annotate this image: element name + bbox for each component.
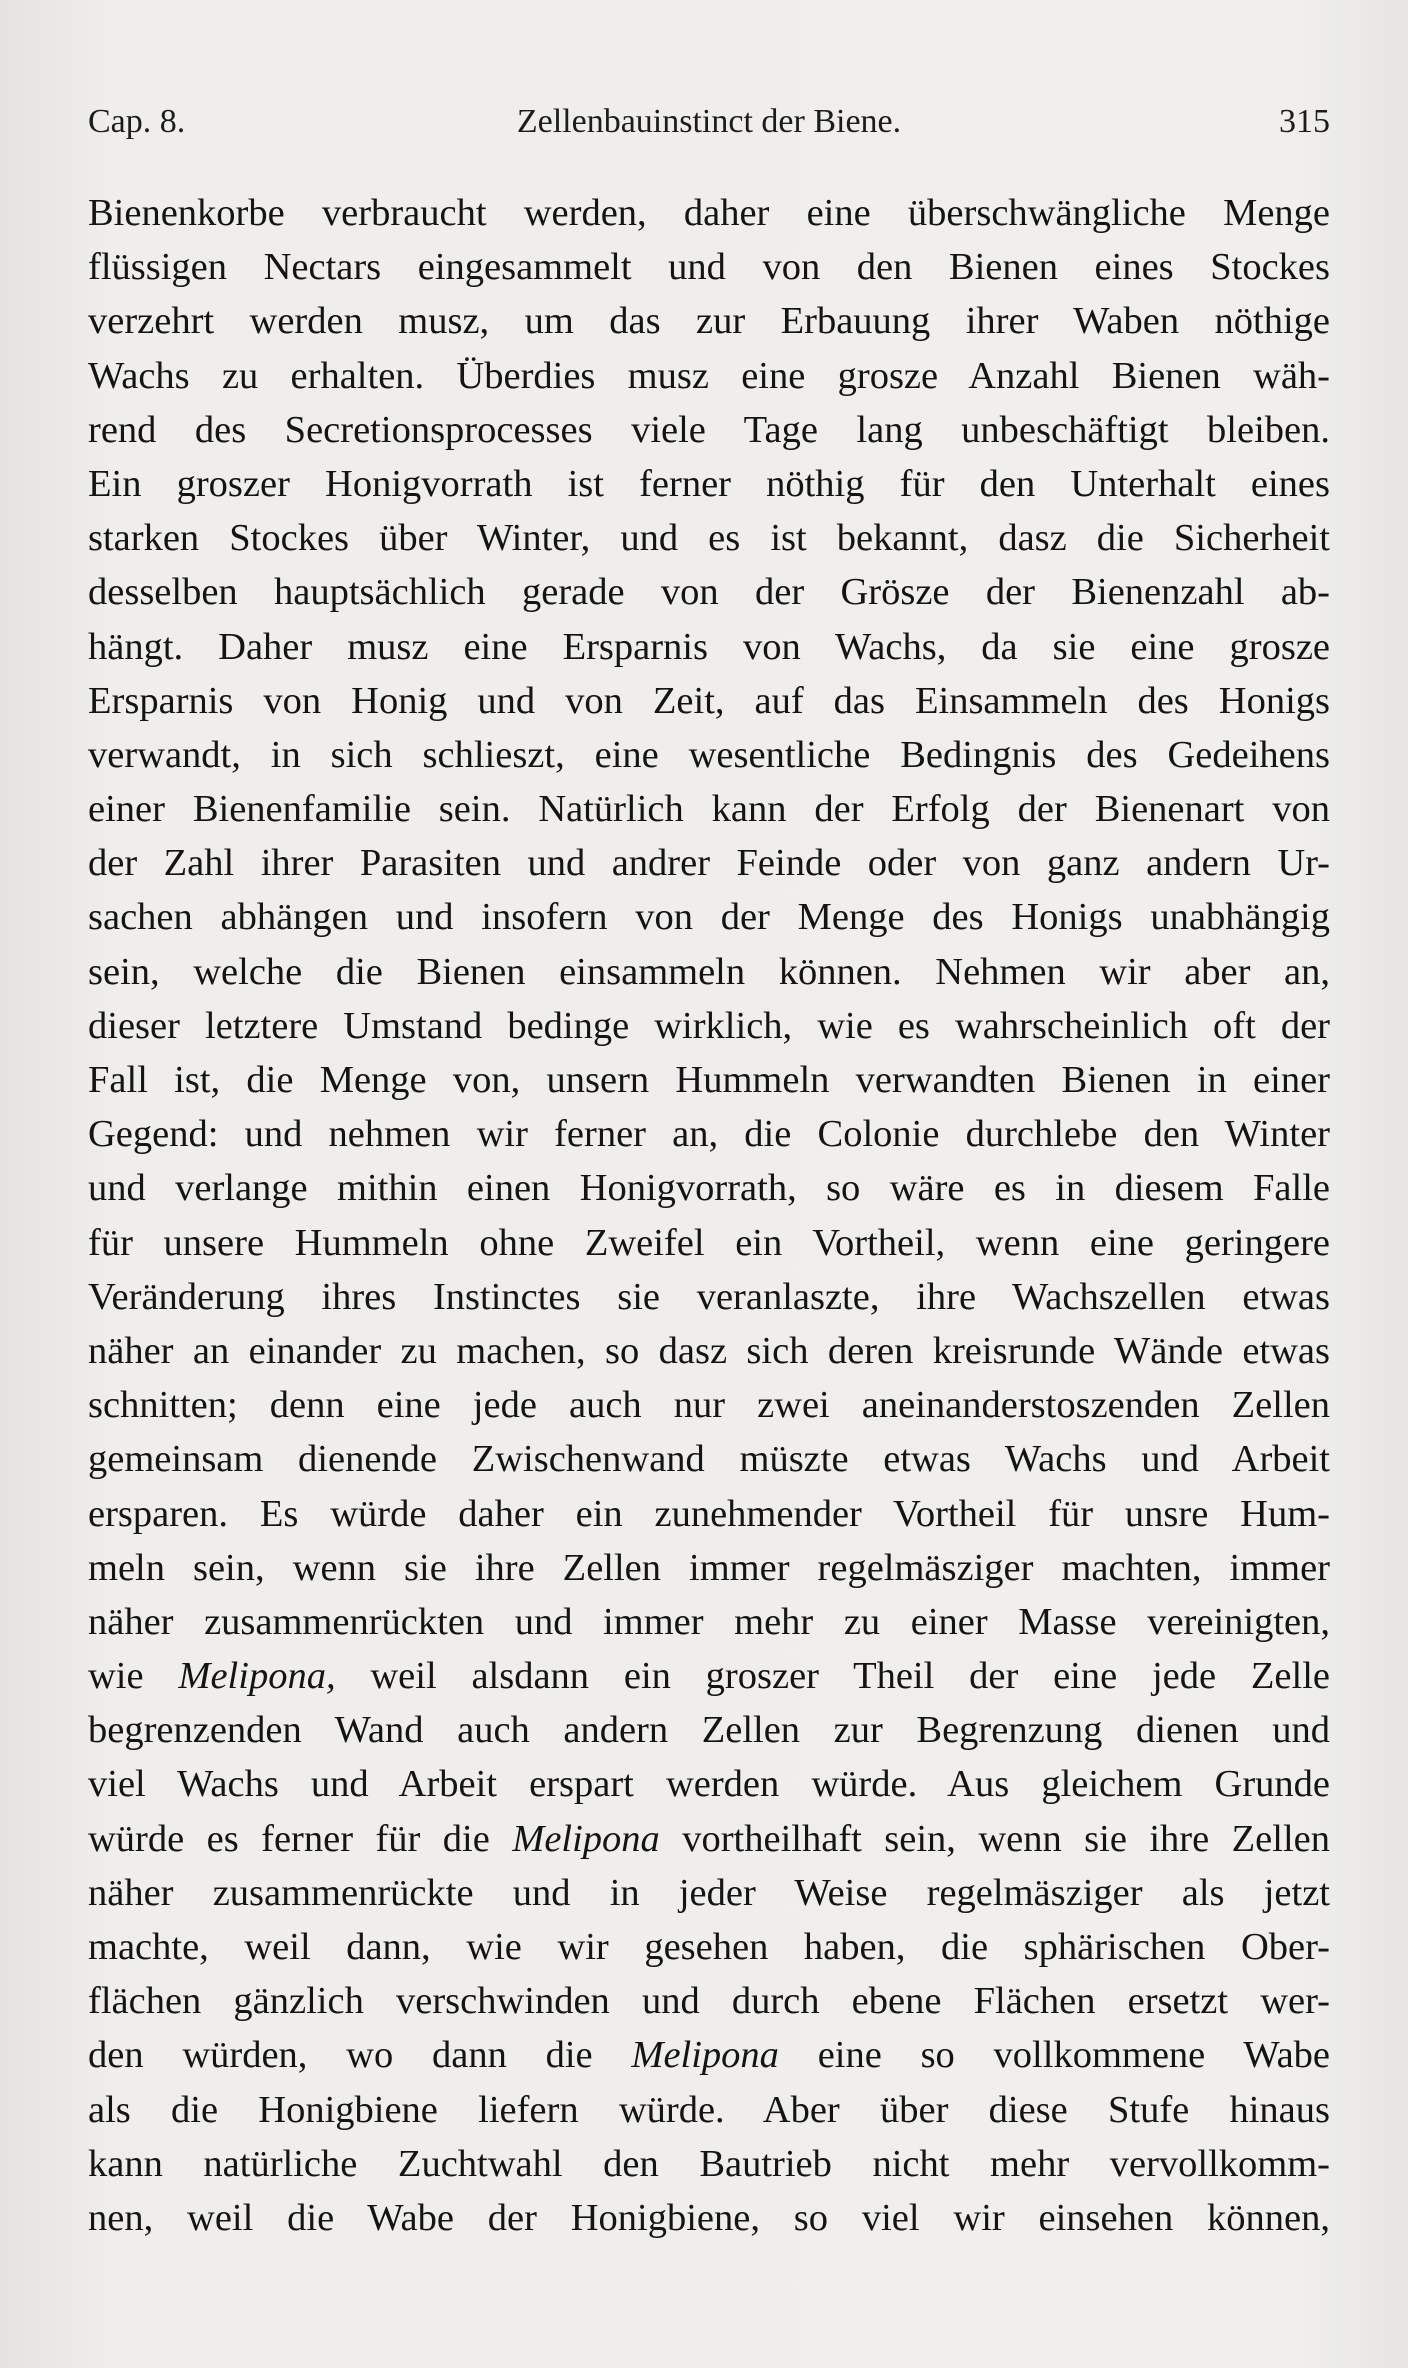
text-line <box>88 1161 1330 1215</box>
text-segment: hängt. Daher musz eine Ersparnis von Wachs, da sie eine grosze <box>88 625 1330 668</box>
text-segment: Ersparnis von Honig und von Zeit, auf das Einsammeln des Honigs <box>88 679 1330 722</box>
text-segment: der Zahl ihrer Parasiten und andrer Feinde oder von ganz andern Ur- <box>88 842 1330 885</box>
text-segment: flüssigen Nectars eingesammelt und von den Bienen eines Stockes <box>88 246 1330 289</box>
text-segment: verzehrt werden musz, um das zur Erbauung ihrer Waben nöthige <box>88 300 1330 343</box>
text-line <box>88 674 1330 728</box>
text-segment: Bienenkorbe verbraucht werden, daher eine überschwängliche Menge <box>88 192 1330 234</box>
italic-genus-name: Melipona <box>512 1817 660 1860</box>
text-line <box>88 1541 1330 1595</box>
text-segment: flächen gänzlich verschwinden und durch ebene Flächen ersetzt wer- <box>88 1980 1330 2023</box>
text-segment: Wachs zu erhalten. Überdies musz eine grosze Anzahl Bienen wäh- <box>88 354 1330 397</box>
text-line <box>88 1757 1330 1811</box>
text-segment: Ein groszer Honigvorrath ist ferner nöthig für den Unterhalt eines <box>88 462 1330 505</box>
text-line <box>88 945 1330 999</box>
text-segment: dieser letztere Umstand bedinge wirklich, wie es wahrscheinlich oft der <box>88 1004 1330 1047</box>
text-line <box>88 2137 1330 2191</box>
text-line <box>88 294 1330 348</box>
text-line <box>88 890 1330 944</box>
text-line <box>88 1703 1330 1757</box>
text-line <box>88 186 1330 240</box>
text-segment: näher an einander zu machen, so dasz sich deren kreisrunde Wände etwas <box>88 1329 1330 1372</box>
page-number: 315 <box>1279 103 1330 140</box>
text-line <box>88 1487 1330 1541</box>
text-segment: schnitten; denn eine jede auch nur zwei aneinanderstoszenden Zellen <box>88 1384 1330 1427</box>
body-text <box>88 186 1330 2245</box>
text-segment: Gegend: und nehmen wir ferner an, die Colonie durchlebe den Winter <box>88 1113 1330 1156</box>
text-line <box>88 511 1330 565</box>
text-segment: sein, welche die Bienen einsammeln können. Nehmen wir aber an, <box>88 950 1330 993</box>
text-line <box>88 1216 1330 1270</box>
text-line <box>88 999 1330 1053</box>
text-segment: rend des Secretionsprocesses viele Tage lang unbeschäftigt bleiben. <box>88 408 1330 451</box>
text-line <box>88 1107 1330 1161</box>
text-line <box>88 1053 1330 1107</box>
text-segment: wie <box>88 1655 179 1698</box>
text-line <box>88 1920 1330 1974</box>
text-segment: kann natürliche Zuchtwahl den Bautrieb nicht mehr vervollkomm- <box>88 2142 1330 2185</box>
text-segment: viel Wachs und Arbeit erspart werden würde. Aus gleichem Grunde <box>88 1763 1330 1806</box>
text-segment: näher zusammenrückten und immer mehr zu einer Masse vereinigten, <box>88 1600 1330 1643</box>
text-segment: eine so vollkommene Wabe <box>778 2034 1330 2077</box>
text-line <box>88 728 1330 782</box>
text-segment: verwandt, in sich schlieszt, eine wesentliche Bedingnis des Gedeihens <box>88 733 1330 776</box>
text-segment: weil alsdann ein groszer Theil der eine jede Zelle <box>335 1655 1330 1698</box>
text-segment: würde es ferner für die <box>88 1817 513 1860</box>
text-segment: nen, weil die Wabe der Honigbiene, so viel wir einsehen können, <box>88 2196 1330 2239</box>
text-segment: desselben hauptsächlich gerade von der Grösze der Bienenzahl ab- <box>88 571 1330 614</box>
text-line <box>88 2083 1330 2137</box>
text-segment: meln sein, wenn sie ihre Zellen immer regelmäsziger machten, immer <box>88 1546 1330 1589</box>
text-line <box>88 782 1330 836</box>
text-segment: für unsere Hummeln ohne Zweifel ein Vortheil, wenn eine geringere <box>88 1221 1330 1264</box>
text-segment: sachen abhängen und insofern von der Menge des Honigs unabhängig <box>88 896 1330 939</box>
text-line <box>88 1649 1330 1703</box>
chapter-label: Cap. 8. <box>88 103 186 140</box>
text-segment: machte, weil dann, wie wir gesehen haben, die sphärischen Ober- <box>88 1926 1330 1968</box>
text-segment: gemeinsam dienende Zwischenwand müszte etwas Wachs und Arbeit <box>88 1438 1330 1481</box>
text-line <box>88 349 1330 403</box>
text-line <box>88 1595 1330 1649</box>
text-line <box>88 457 1330 511</box>
text-segment: starken Stockes über Winter, und es ist bekannt, dasz die Sicherheit <box>88 517 1330 560</box>
text-segment: und verlange mithin einen Honigvorrath, so wäre es in diesem Falle <box>88 1167 1330 1210</box>
text-line <box>88 1866 1330 1920</box>
text-line <box>88 1432 1330 1486</box>
text-line <box>88 240 1330 294</box>
text-line <box>88 2191 1330 2245</box>
text-segment: Fall ist, die Menge von, unsern Hummeln verwandten Bienen in einer <box>88 1059 1330 1101</box>
text-segment: begrenzenden Wand auch andern Zellen zur Begrenzung dienen und <box>88 1709 1330 1752</box>
text-line <box>88 2028 1330 2082</box>
italic-genus-name: Melipona, <box>178 1655 336 1698</box>
italic-genus-name: Melipona <box>631 2034 779 2077</box>
text-segment: Veränderung ihres Instinctes sie veranlaszte, ihre Wachszellen etwas <box>88 1275 1330 1318</box>
text-line <box>88 565 1330 619</box>
text-segment: ersparen. Es würde daher ein zunehmender Vortheil für unsre Hum- <box>88 1492 1330 1535</box>
text-line <box>88 1812 1330 1866</box>
text-line <box>88 620 1330 674</box>
text-segment: vortheilhaft sein, wenn sie ihre Zellen <box>659 1817 1330 1860</box>
text-line <box>88 1974 1330 2028</box>
running-header <box>88 103 1330 151</box>
text-line <box>88 836 1330 890</box>
text-segment: einer Bienenfamilie sein. Natürlich kann der Erfolg der Bienenart von <box>88 788 1330 831</box>
text-segment: näher zusammenrückte und in jeder Weise regelmäsziger als jetzt <box>88 1871 1330 1914</box>
text-line <box>88 1324 1330 1378</box>
text-line <box>88 1378 1330 1432</box>
running-title: Zellenbauinstinct der Biene. <box>516 103 902 140</box>
text-segment: als die Honigbiene liefern würde. Aber über diese Stufe hinaus <box>88 2088 1330 2131</box>
text-line <box>88 1270 1330 1324</box>
text-line <box>88 403 1330 457</box>
text-segment: den würden, wo dann die <box>88 2034 632 2077</box>
